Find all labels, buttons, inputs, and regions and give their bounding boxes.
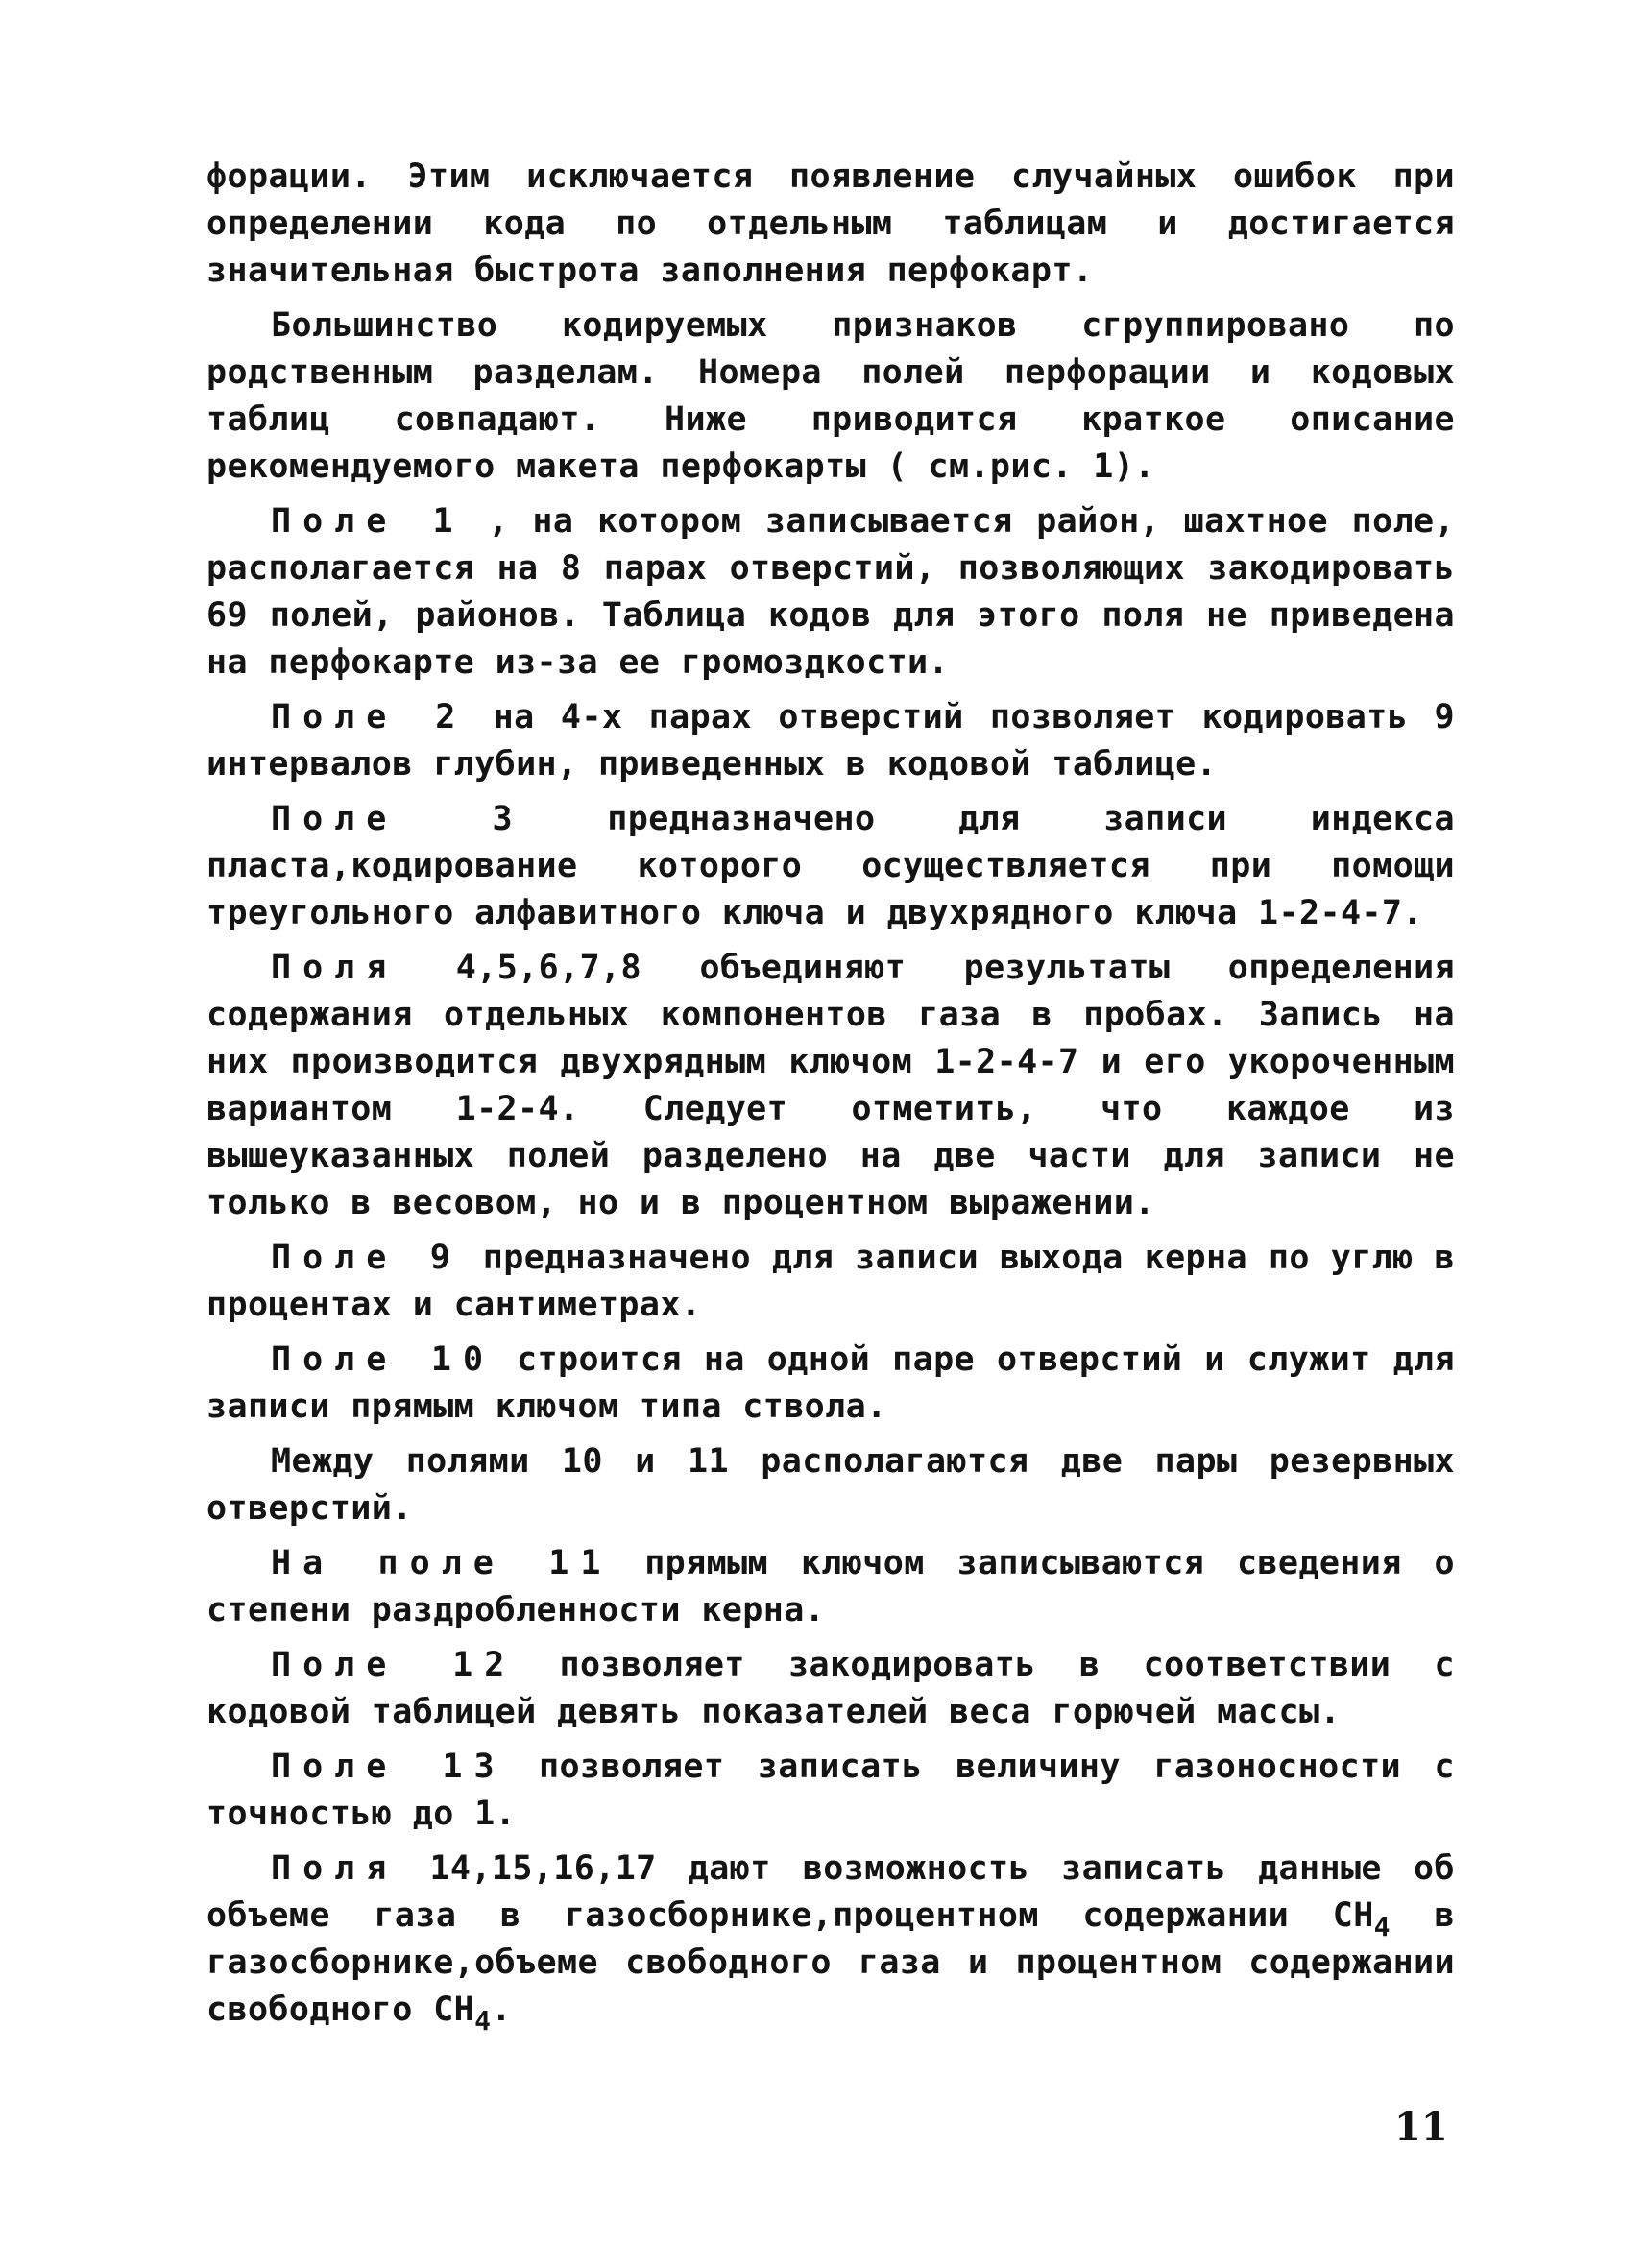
paragraph-text: строится на одной паре отверстий и служит для записи прямым ключом типа ствола. bbox=[206, 1340, 1455, 1426]
paragraph-reserve-holes bbox=[206, 1438, 1455, 1532]
paragraph-field-11 bbox=[206, 1540, 1455, 1634]
paragraph-field-1 bbox=[206, 498, 1455, 687]
field-lead: Поле 1 bbox=[271, 502, 465, 541]
paragraph-text: позволяет записать величину газоносности с точностью до 1. bbox=[206, 1748, 1455, 1833]
field-lead: Поле 9 bbox=[271, 1239, 462, 1277]
field-lead: Поле 13 bbox=[271, 1748, 506, 1786]
subscript-4: 4 bbox=[474, 2005, 492, 2037]
page-number: 11 bbox=[1394, 2105, 1448, 2150]
field-lead: Поле 3 bbox=[271, 800, 524, 838]
paragraph-text: Между полями 10 и 11 располагаются две пары резервных отверстий. bbox=[206, 1442, 1455, 1528]
field-lead: Поле 10 bbox=[271, 1340, 496, 1379]
paragraph-field-10 bbox=[206, 1337, 1455, 1431]
field-lead: Поле 2 bbox=[271, 698, 468, 736]
paragraph-text: позволяет закодировать в соответствии с кодовой таблицей девять показателей веса горючей массы. bbox=[206, 1646, 1455, 1731]
paragraph-text: форации. Этим исключается появление случайных ошибок при определении кода по отдельным таблицам и достигается значительная быстрота заполнения перфокарт. bbox=[206, 157, 1455, 290]
paragraph-field-13 bbox=[206, 1744, 1455, 1838]
paragraph-continuation bbox=[206, 154, 1455, 295]
paragraph-text: на 4-х парах отверстий позволяет кодировать 9 интервалов глубин, приведенных в кодовой таблице. bbox=[206, 698, 1456, 784]
paragraph-fields-4-8 bbox=[206, 945, 1455, 1227]
paragraph-field-2 bbox=[206, 694, 1455, 788]
subscript-4: 4 bbox=[1373, 1911, 1391, 1942]
paragraph-text: предназначено для записи индекса пласта,кодирование которого осуществляется при помощи треугольного алфавитного ключа и двухрядного ключа 1-2-4-7. bbox=[206, 800, 1455, 932]
document-body bbox=[206, 154, 1455, 2041]
paragraph-grouping bbox=[206, 302, 1455, 491]
paragraph-fields-14-17 bbox=[206, 1846, 1456, 2037]
paragraph-field-12 bbox=[206, 1642, 1455, 1736]
field-lead: На поле 11 bbox=[271, 1544, 613, 1582]
paragraph-field-3 bbox=[206, 796, 1455, 937]
paragraph-text: в газосборнике,объеме свободного газа и процентном содержании свободного CH bbox=[206, 1896, 1456, 2029]
paragraph-text: , на котором записывается район, шахтное поле, располагается на 8 парах отверстий, позволяющих закодировать 69 полей, районов. Таблица кодов для этого поля не приведена на перфокарте из-за ее громоздкости. bbox=[206, 502, 1455, 682]
paragraph-text: прямым ключом записываются сведения о степени раздробленности керна. bbox=[206, 1544, 1455, 1629]
field-lead: Поля bbox=[271, 949, 399, 987]
paragraph-text: предназначено для записи выхода керна по углю в процентах и сантиметрах. bbox=[206, 1239, 1455, 1324]
field-lead: Поле 12 bbox=[271, 1646, 517, 1684]
paragraph-text: 14,15,16,17 дают возможность записать данные об объеме газа в газосборнике,процентном содержании CH bbox=[206, 1849, 1455, 1935]
field-lead: Поля bbox=[271, 1849, 399, 1888]
paragraph-text: 4,5,6,7,8 объединяют результаты определения содержания отдельных компонентов газа в пробах. Запись на них производится двухрядным ключом 1-2-4-7 и его укороченным вариантом 1-2-4. Следует отметить, что каждое из вышеуказанных полей разделено на две части для записи не только в весовом, но и в процентном выражении. bbox=[206, 949, 1455, 1222]
paragraph-text: Большинство кодируемых признаков сгруппировано по родственным разделам. Номера полей перфорации и кодовых таблиц совпадают. Ниже приводится краткое описание рекомендуемого макета перфокарты ( см.рис. 1). bbox=[206, 306, 1455, 486]
paragraph-field-9 bbox=[206, 1235, 1455, 1329]
paragraph-text: . bbox=[491, 1991, 512, 2029]
